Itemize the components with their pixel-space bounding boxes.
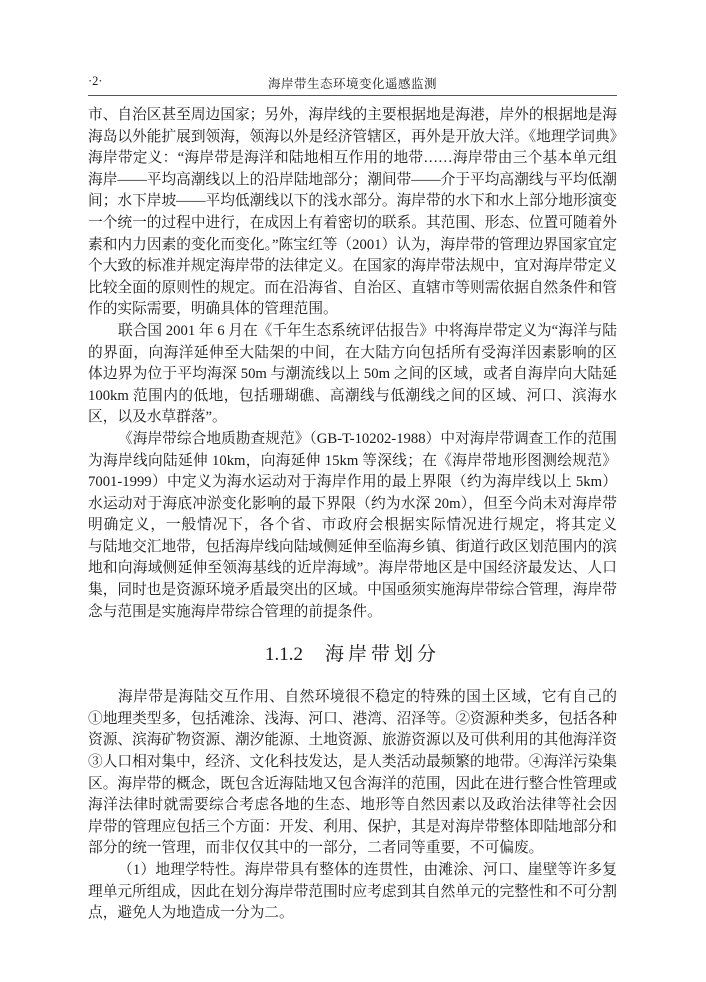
text-line: 水运动对于海底冲淤变化影响的最下界限（约为水深 20m），但至今尚未对海岸带 — [88, 495, 617, 512]
text-line: 为海岸线向陆延伸 10km，向海延伸 15km 等深线；在《海岸带地形图测绘规范》 — [88, 452, 617, 469]
text-line: 个大致的标准并规定海岸带的法律定义。在国家的海岸带法规中，宜对海岸带定义 — [88, 258, 617, 275]
text-line: 区，以及水草群落”。 — [88, 409, 227, 426]
paragraph — [88, 429, 617, 623]
text-line: 点，避免人为地造成一分为二。 — [88, 905, 294, 922]
text-line: 念与范围是实施海岸带综合管理的前提条件。 — [88, 603, 382, 620]
text-line: 海岸带定义：“海岸带是海洋和陆地相互作用的地带……海岸带由三个基本单元组 — [88, 150, 617, 167]
section-number: 1.1.2 — [264, 644, 303, 666]
text-line: 海洋法律时就需要综合考虑各地的生态、地形等自然因素以及政治法律等社会因 — [88, 797, 617, 814]
text-line: 100km 范围内的低地，包括珊瑚礁、高潮线与低潮线之间的区域、河口、滨海水 — [88, 387, 617, 404]
section-heading — [88, 623, 617, 687]
page-number: ·2· — [88, 74, 103, 88]
text-line: 比较全面的原则性的规定。而在沿海省、自治区、直辖市等则需依据自然条件和管 — [88, 279, 617, 296]
text-line: 岸带的管理应包括三个方面：开发、利用、保护，其是对海岸带整体即陆地部分和 — [88, 818, 617, 835]
text-line: 7001-1999）中定义为海水运动对于海岸作用的最上界限（约为海岸线以上 5km） — [88, 474, 617, 491]
header-rule — [88, 95, 617, 96]
text-line: 间；水下岸坡——平均低潮线以下的浅水部分。海岸带的水下和水上部分地形演变 — [88, 193, 617, 210]
text-line: ③人口相对集中，经济、文化科技发达，是人类活动最频繁的地带。④海洋污染集 — [88, 754, 617, 771]
text-line: 作的实际需要，明确具体的管理范围。 — [88, 301, 338, 318]
text-line: 理单元所组成，因此在划分海岸带范围时应考虑到其自然单元的完整性和不可分割 — [88, 883, 617, 900]
text-line: （1）地理学特性。海岸带具有整体的连贯性，由滩涂、河口、崖壁等许多复 — [118, 862, 617, 878]
text-line: 的界面，向海洋延伸至大陆架的中间，在大陆方向包括所有受海洋因素影响的区 — [88, 344, 617, 361]
text-line: 市、自治区甚至周边国家；另外，海岸线的主要根据地是海港，岸外的根据地是海 — [88, 107, 617, 123]
section-title: 海岸带划分 — [324, 644, 440, 666]
text-line: 一个统一的过程中进行，在成因上有着密切的联系。其范围、形态、位置可随着外 — [88, 214, 617, 231]
text-line: 海岸带是海陆交互作用、自然环境很不稳定的特殊的国土区域，它有自己的 — [118, 689, 617, 706]
paragraphs-after-heading — [88, 687, 617, 925]
text-line: 与陆地交汇地带，包括海岸线向陆域侧延伸至临海乡镇、街道行政区划范围内的滨 — [88, 538, 617, 555]
text-line: 海岸——平均高潮线以上的沿岸陆地部分；潮间带——介于平均高潮线与平均低潮 — [88, 171, 617, 188]
text-line: 地和向海域侧延伸至领海基线的近岸海域”。海岸带地区是中国经济最发达、人口 — [88, 560, 617, 577]
text-line: ①地理类型多，包括滩涂、浅海、河口、港湾、沼泽等。②资源种类多，包括各种 — [88, 710, 617, 727]
text-line: 部分的统一管理，而非仅仅其中的一部分，二者同等重要，不可偏废。 — [88, 840, 544, 857]
text-line: 体边界为位于平均海深 50m 与潮流线以上 50m 之间的区域，或者自海岸向大陆延 — [88, 366, 617, 383]
paragraph — [88, 321, 617, 429]
paragraph — [88, 687, 617, 860]
text-line: 区。海岸带的概念，既包含近海陆地又包含海洋的范围，因此在进行整合性管理或 — [88, 775, 617, 792]
text-line: 海岛以外能扩展到领海，领海以外是经济管辖区，再外是开放大洋。《地理学词典》 — [88, 128, 617, 145]
text-line: 集，同时也是资源环境矛盾最突出的区域。中国亟须实施海岸带综合管理，海岸带 — [88, 582, 617, 599]
paragraphs-before-heading — [88, 105, 617, 623]
page-body — [88, 105, 617, 925]
text-line: 明确定义，一般情况下，各个省、市政府会根据实际情况进行规定，将其定义 — [88, 517, 617, 534]
text-line: 资源、滨海矿物资源、潮汐能源、土地资源、旅游资源以及可供利用的其他海洋资 — [88, 732, 617, 749]
paragraph — [88, 105, 617, 321]
text-line: 联合国 2001 年 6 月在《千年生态系统评估报告》中将海岸带定义为“海洋与陆 — [118, 322, 617, 339]
running-title: 海岸带生态环境变化遥感监测 — [267, 77, 437, 91]
text-line: 《海岸带综合地质勘查规范》（GB-T-10202-1988）中对海岸带调查工作的范围 — [118, 430, 617, 447]
text-line: 素和内力因素的变化而变化。”陈宝红等（2001）认为，海岸带的管理边界国家宜定 — [88, 236, 617, 253]
page-header — [88, 74, 617, 94]
paragraph — [88, 860, 617, 925]
